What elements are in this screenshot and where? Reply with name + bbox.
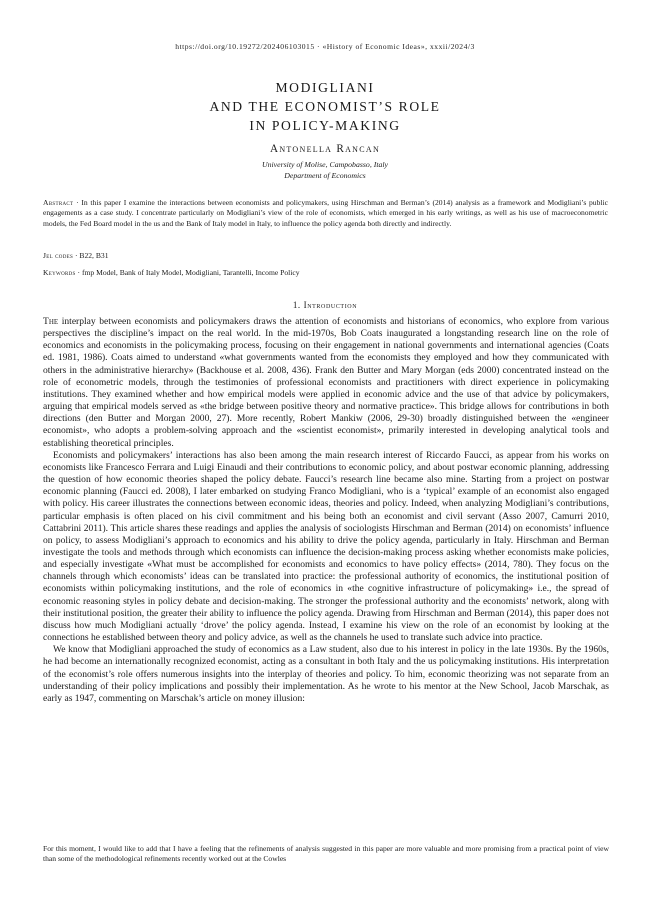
keywords-label: Keywords: [43, 268, 76, 277]
abstract: [43, 198, 608, 229]
body-text: [43, 316, 609, 705]
keywords: [43, 268, 608, 278]
jel-text: · B22, B31: [74, 251, 109, 260]
paragraph-1-text: interplay between economists and policymakers draws the attention of economists and historians of economics, who explore from various perspectives the discipline’s impact on the real world. In the mid-1970s, Bob Coats inaugurated a longstanding research line on the role of economics and economists in the policymaking process, focusing on their engagement in national governments and international agencies (Coats ed. 1981, 1986). Coats aimed to understand «what governments wanted from the economists they employed and how they communicated with others in the administrative hierarchy» (Backhouse et al. 2008, 436). Frank den Butter and Mary Morgan (eds 2000) concentrated instead on the role of econometric models, through the testimonies of professional economists and practitioners with direct experience in policymaking institutions. They examined whether and how empirical models were applied in economic advice and the use of that advice by policymakers, arguing that empirical models served as «the bridge between positive theory and normative practice». This bridge allows for contributions in both directions (den Butter and Morgan 2000, 27). More recently, Robert Mankiw (2006, 29-30) broadly distinguished between the «engineer economist», who adopts a problem-solving approach and the «scientist economist», primarily interested in developing analytical tools and establishing theoretical principles.: [43, 316, 609, 449]
paragraph-1: [43, 316, 609, 450]
author-affiliation: [0, 160, 650, 181]
section-heading-introduction: 1. Introduction: [292, 300, 358, 310]
author-name: Antonella Rancan: [269, 143, 381, 155]
paragraph-3: We know that Modigliani approached the study of economics as a Law student, also due to his interest in policy in the late 1930s. By the 1960s, he had become an internationally recognized economist, acting as a consultant in both Italy and the us policymaking institutions. His interpretation of the economist’s role offers numerous insights into the interplay of theories and policy. To him, economic theorizing was not separate from an understanding of their policy implications and possibly their implementation. As he wrote to his mentor at the New School, Jacob Marschak, as early as 1947, commenting on Marschak’s article on money illusion:: [43, 644, 609, 704]
affiliation-university: University of Molise, Campobasso, Italy: [261, 160, 389, 169]
paper-title: [0, 78, 650, 135]
title-line-2: AND THE ECONOMIST’S ROLE: [209, 99, 441, 114]
keywords-text: · fmp Model, Bank of Italy Model, Modigliani, Tarantelli, Income Policy: [77, 268, 300, 277]
paragraph-1-lead: The: [43, 316, 59, 327]
abstract-label: Abstract: [43, 198, 74, 207]
title-line-3: IN POLICY-MAKING: [249, 118, 401, 133]
abstract-text: · In this paper I examine the interactions between economists and policymakers, using Hirschman and Berman’s (2014) analysis as a framework and Modigliani’s public engagements as a case study. I concentrate particularly on Modigliani’s view of the role of economists, which emerged in his early writings, as well as his use of macroeconometric models, the Fed Board model in the us and the Bank of Italy model in Italy, to influence the policy agenda both directly and indirectly.: [43, 198, 608, 228]
running-header-doi[interactable]: https://doi.org/10.19272/202406103015 · «History of Economic Ideas», xxxii/2024/3: [175, 42, 475, 51]
block-quote: For this moment, I would like to add that I have a feeling that the refinements of analysis suggested in this paper are more valuable and more promising from a practical point of view than some of the methodological refinements recently worked out at the Cowles: [43, 844, 609, 864]
title-line-1: MODIGLIANI: [275, 80, 375, 95]
jel-label: Jel codes: [43, 251, 74, 260]
paragraph-2: Economists and policymakers’ interactions has also been among the main research interest of Riccardo Faucci, as appear from his works on economists like Francesco Ferrara and Luigi Einaudi and their contributions to economic policy, and about postwar economic planning, addressing the question of how economic theories shaped the policy debate. Faucci’s research line became also mine. Starting from a project on postwar economic planning (Faucci ed. 2008), I later embarked on studying Franco Modigliani, who is a ‘typical’ example of an economist also engaged with policy. His career illustrates the connections between economic ideas, theories and policy. Indeed, when analyzing Modigliani’s contributions, particular emphasis is often placed on his civil commitment and his being both an economist and civil servant (Asso 2007, Camurri 2010, Cattabrini 2011). This article shares these readings and applies the analysis of sociologists Hirschman and Berman (2014) on economists’ influence on policy, to assess Modigliani’s approach to economics and his ability to drive the policy agenda, particularly in Italy. Hirschman and Berman investigate the tools and methods through which economists can influence the decision-making process asking whether economists make policies, and especially investigate «What must be accomplished for economists and economics to have policy effects» (2014, 780). They focus on the channels through which economists’ ideas can be translated into practice: the professional authority of economics, the institutional position of economists within policymaking institutions, and the role of economics in «the cognitive infrastructure of policymaking» i.e., the spread of economic reasoning styles in policy debate and decision-making. The stronger the professional authority and the economists’ network, along with their institutional position, the greater their ability to influence the policy agenda. Drawing from Hirschman and Berman (2014), this paper does not discuss how much Modigliani actually ‘drove’ the policy agenda. Instead, I examine his view on the role of an economist by looking at the connections he established between theory and policy advice, as well as the channels he used to translate such advice into practice.: [43, 449, 609, 644]
jel-codes: [43, 251, 608, 261]
affiliation-department: Department of Economics: [284, 170, 366, 180]
